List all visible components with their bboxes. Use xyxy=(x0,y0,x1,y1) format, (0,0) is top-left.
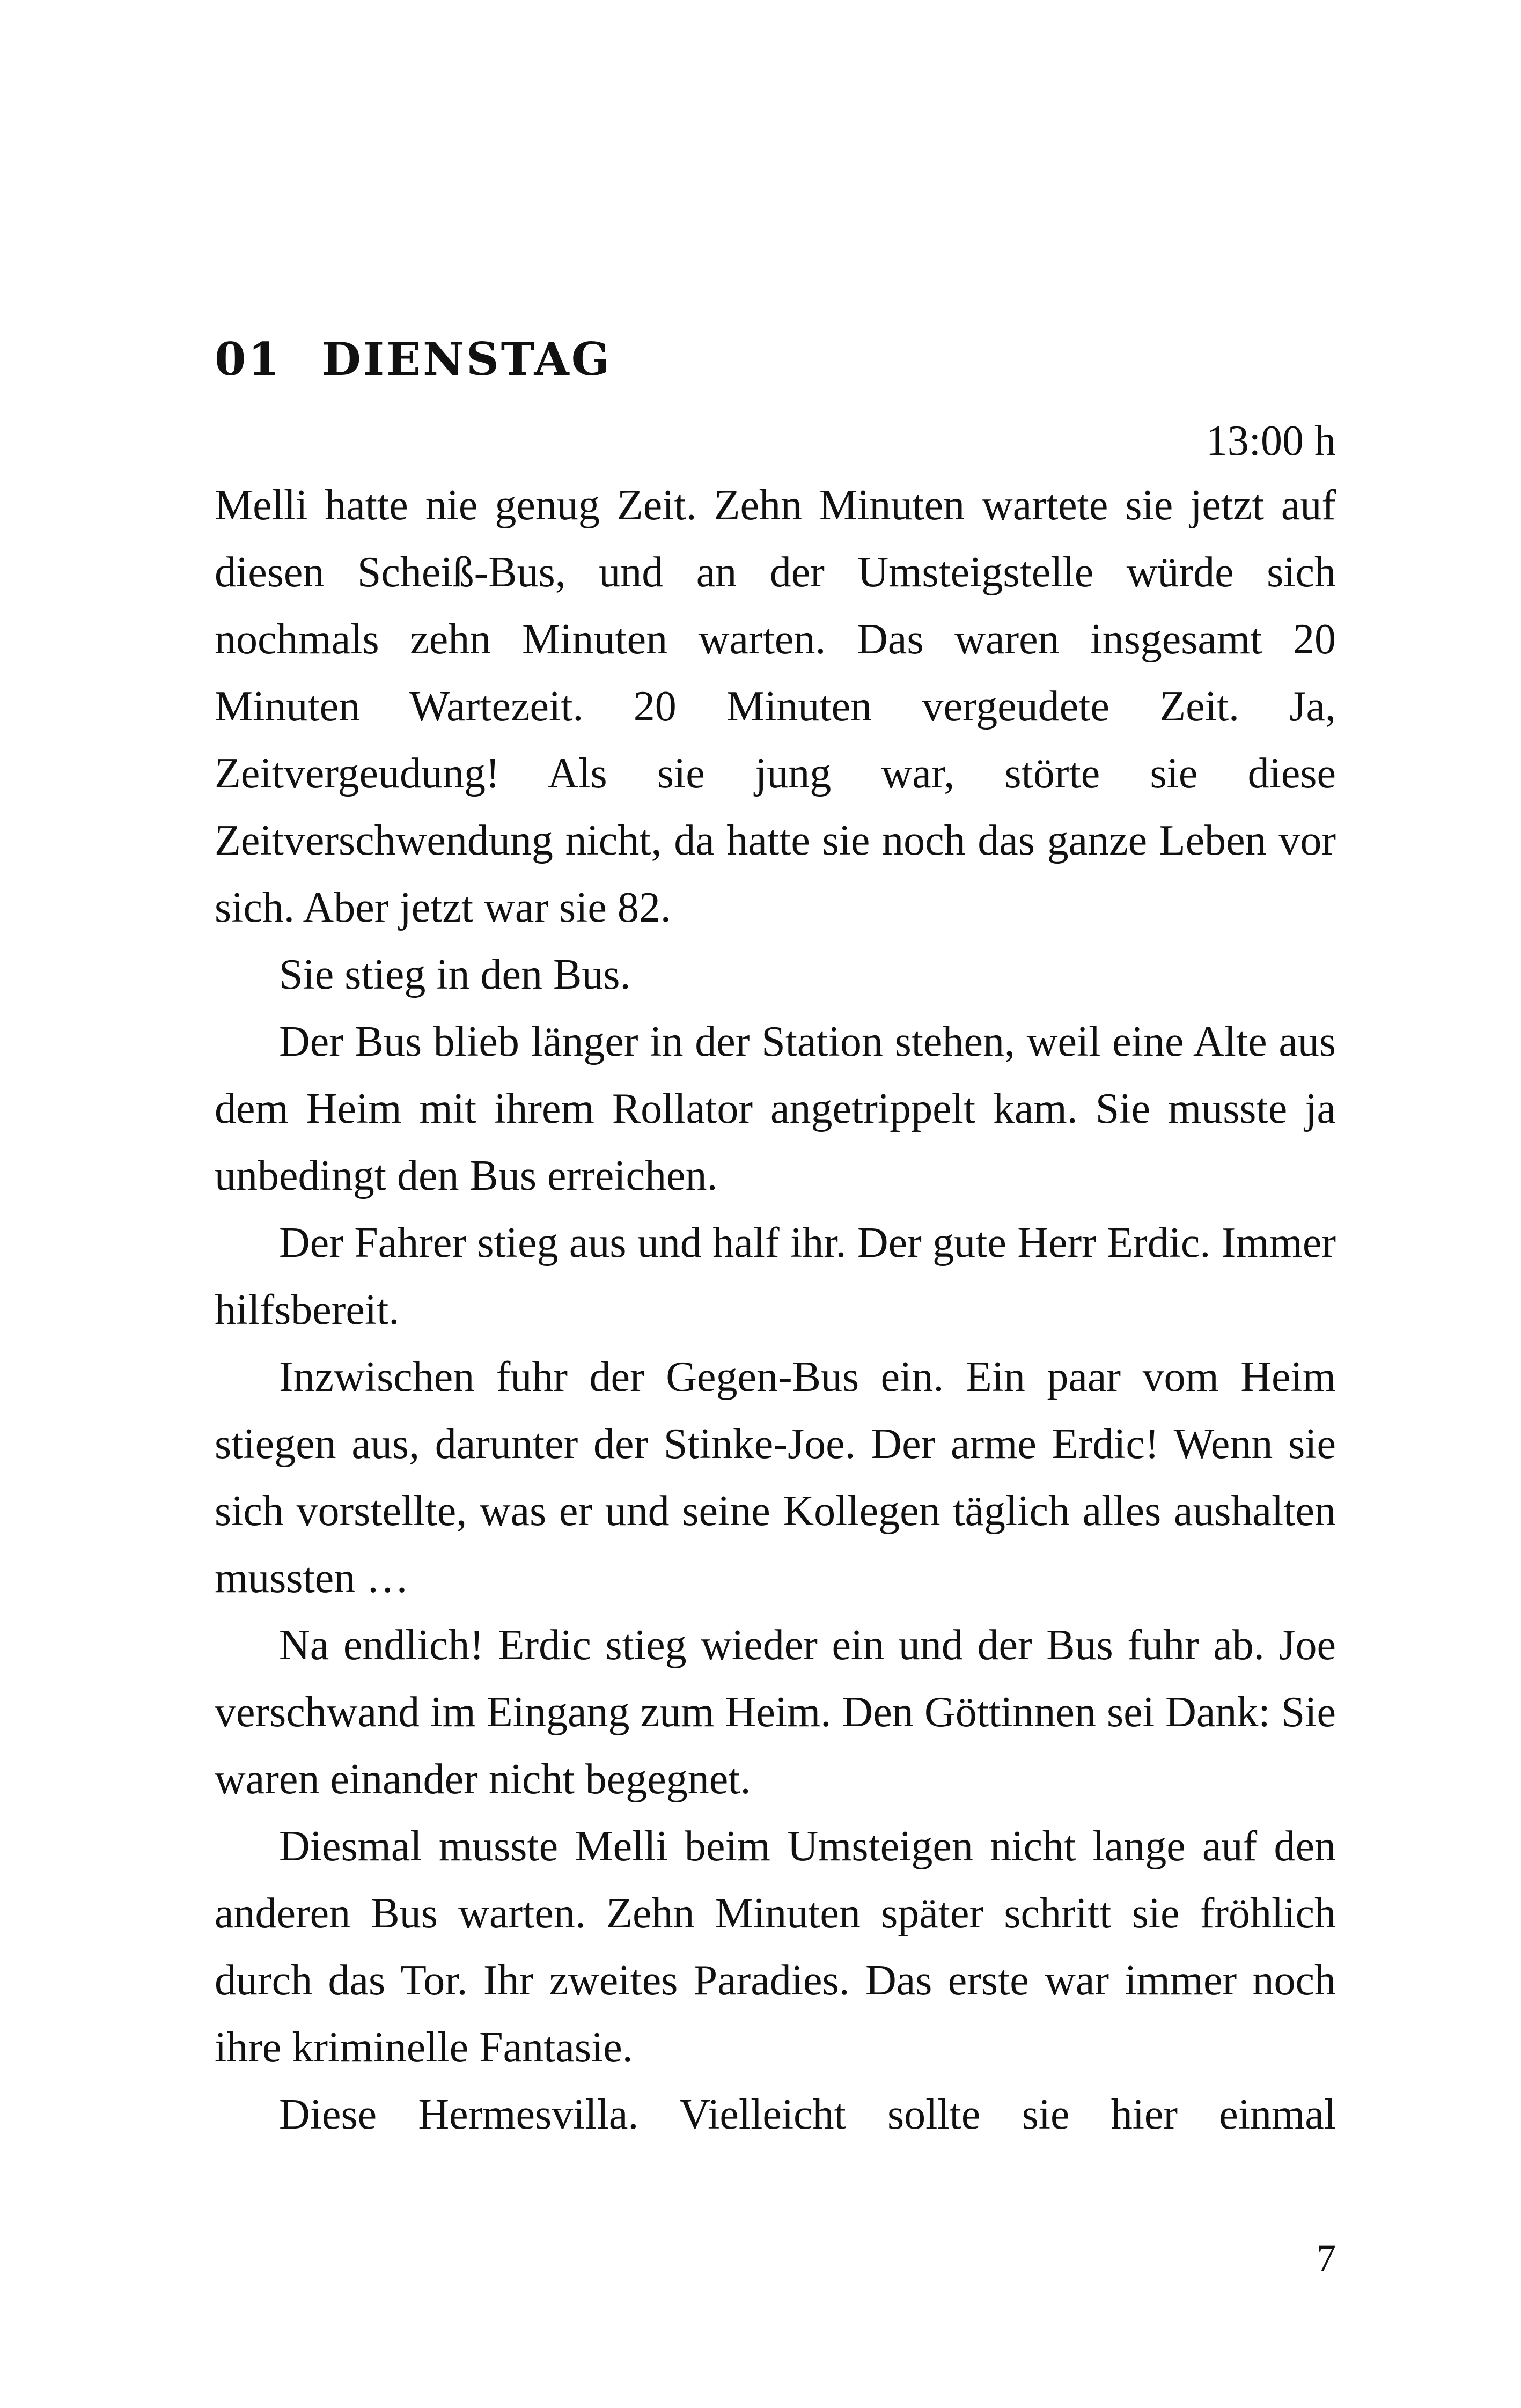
paragraph: Diese Hermesvilla. Vielleicht sollte sie hier einmal xyxy=(279,2091,1336,2138)
paragraph: Na endlich! Erdic stieg wieder ein und der Bus fuhr ab. Joe verschwand im Eingang zum Heim. Den Göttinnen sei Dank: Sie waren einander nicht begegnet. xyxy=(215,1622,1336,1803)
paragraph: Melli hatte nie genug Zeit. Zehn Minuten wartete sie jetzt auf diesen Scheiß-Bus, und an der Umsteigstelle würde sich nochmals zehn Minuten warten. Das waren insgesamt 20 Minuten Wartezeit. 20 Minuten vergeudete Zeit. Ja, Zeitvergeudung! Als sie jung war, störte sie diese Zeitverschwendung nicht, da hatte sie noch das ganze Leben vor sich. Aber jetzt war sie 82. xyxy=(215,482,1336,931)
time-stamp: 13:00 h xyxy=(1206,417,1336,465)
paragraph: Der Fahrer stieg aus und half ihr. Der gute Herr Erdic. Immer hilfsbereit. xyxy=(215,1219,1336,1334)
page-number: 7 xyxy=(1317,2237,1336,2280)
body-text xyxy=(215,472,1336,2148)
chapter-number: 01 xyxy=(215,333,282,386)
chapter-title: DIENSTAG xyxy=(322,333,612,386)
paragraph: Sie stieg in den Bus. xyxy=(279,951,631,998)
paragraph: Diesmal musste Melli beim Umsteigen nicht lange auf den anderen Bus warten. Zehn Minuten später schritt sie fröhlich durch das Tor. Ihr zweites Paradies. Das erste war immer noch ihre kriminelle Fantasie. xyxy=(215,1823,1336,2071)
paragraph: Der Bus blieb länger in der Station stehen, weil eine Alte aus dem Heim mit ihrem Rollator angetrippelt kam. Sie musste ja unbedingt den Bus erreichen. xyxy=(215,1018,1336,1199)
paragraph: Inzwischen fuhr der Gegen-Bus ein. Ein paar vom Heim stiegen aus, darunter der Stinke-Joe. Der arme Erdic! Wenn sie sich vorstellte, was er und seine Kollegen täglich alles aushalten mussten … xyxy=(215,1353,1336,1602)
chapter-heading xyxy=(215,333,612,386)
